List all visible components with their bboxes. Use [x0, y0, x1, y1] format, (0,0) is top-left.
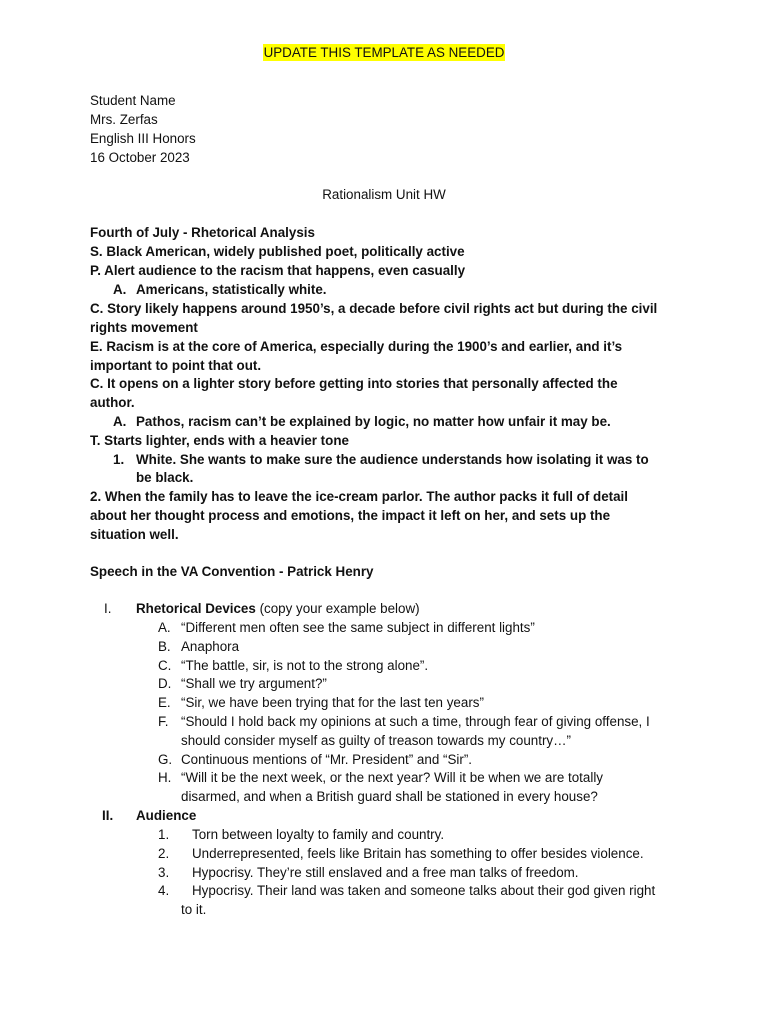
audience-item: Underrepresented, feels like Britain has something to offer besides violence.: [192, 845, 644, 861]
soapstone-t-item-line: White. She wants to make sure the audience understands how isolating it was to: [136, 452, 649, 467]
soapstone-p: P. Alert audience to the racism that happens, even casually: [90, 263, 466, 278]
list-marker: E.: [158, 695, 171, 711]
list-marker: C.: [158, 657, 172, 673]
list-marker: D.: [158, 676, 172, 692]
soapstone-c2-line: author.: [90, 395, 135, 410]
section-title: Fourth of July - Rhetorical Analysis: [90, 225, 315, 240]
soapstone-p-subitem: Americans, statistically white.: [136, 282, 327, 297]
outline-marker: I.: [104, 601, 112, 616]
rhetorical-device-item: “Shall we try argument?”: [181, 676, 327, 692]
rhetorical-device-item: disarmed, and when a British guard shall be stationed in every house?: [181, 789, 598, 805]
audience-item: Hypocrisy. Their land was taken and someone talks about their god given right: [192, 883, 656, 899]
rhetorical-devices-label: Rhetorical Devices: [136, 601, 256, 616]
rhetorical-device-item: should consider myself as guilty of treason towards my country…”: [181, 732, 571, 748]
template-note: [0, 44, 768, 62]
list-marker: G.: [158, 751, 173, 767]
soapstone-c-line: C. Story likely happens around 1950’s, a decade before civil rights act but during the civil: [90, 301, 658, 316]
teacher-name: Mrs. Zerfas: [90, 112, 158, 127]
list-marker: B.: [158, 638, 171, 654]
course-name: English III Honors: [90, 131, 196, 146]
soapstone-t-item-line: be black.: [136, 470, 194, 485]
rhetorical-device-item: “Different men often see the same subject in different lights”: [181, 620, 535, 635]
list-marker: H.: [158, 770, 172, 786]
audience-heading: Audience: [136, 808, 197, 823]
rhetorical-device-item: “Should I hold back my opinions at such a time, through fear of giving offense, I: [181, 714, 650, 729]
student-name: Student Name: [90, 93, 176, 108]
list-marker: 1.: [158, 827, 170, 842]
soapstone-c2-subitem: Pathos, racism can’t be explained by logic, no matter how unfair it may be.: [136, 414, 611, 429]
rhetorical-device-item: “Sir, we have been trying that for the last ten years”: [181, 695, 484, 711]
list-marker: 1.: [113, 452, 125, 467]
heading-date: 16 October 2023: [90, 150, 190, 165]
list-marker: 3.: [158, 864, 170, 880]
soapstone-e-line: important to point that out.: [90, 358, 262, 373]
soapstone-t: T. Starts lighter, ends with a heavier tone: [90, 433, 349, 448]
soapstone-t-item2-line: situation well.: [90, 527, 179, 542]
soapstone-c-line: rights movement: [90, 320, 198, 335]
rhetorical-device-item: Anaphora: [181, 638, 240, 654]
soapstone-c2-line: C. It opens on a lighter story before getting into stories that personally affected the: [90, 376, 618, 391]
soapstone-t-item2-line: 2. When the family has to leave the ice-cream parlor. The author packs it full of detail: [90, 489, 628, 504]
list-marker: A.: [113, 282, 127, 297]
audience-item: Hypocrisy. They’re still enslaved and a free man talks of freedom.: [192, 864, 579, 880]
section-title: Speech in the VA Convention - Patrick Henry: [90, 564, 374, 579]
document-title: Rationalism Unit HW: [322, 187, 446, 202]
soapstone-s: S. Black American, widely published poet, politically active: [90, 244, 465, 259]
audience-item: to it.: [181, 902, 207, 918]
rhetorical-devices-note: (copy your example below): [255, 601, 420, 616]
list-marker: A.: [158, 620, 171, 635]
outline-marker: II.: [102, 808, 114, 823]
soapstone-e-line: E. Racism is at the core of America, especially during the 1900’s and earlier, and it’s: [90, 339, 623, 354]
audience-item: Torn between loyalty to family and country.: [192, 827, 445, 842]
list-marker: 2.: [158, 845, 170, 861]
list-marker: F.: [158, 714, 169, 729]
soapstone-t-item2-line: about her thought process and emotions, the impact it left on her, and sets up the: [90, 508, 611, 523]
rhetorical-device-item: “Will it be the next week, or the next year? Will it be when we are totally: [181, 770, 603, 786]
rhetorical-device-item: “The battle, sir, is not to the strong alone”.: [181, 657, 429, 673]
rhetorical-devices-heading: [136, 600, 420, 618]
list-marker: 4.: [158, 883, 170, 899]
list-marker: A.: [113, 414, 127, 429]
template-note-highlight: UPDATE THIS TEMPLATE AS NEEDED: [263, 45, 505, 60]
rhetorical-device-item: Continuous mentions of “Mr. President” and “Sir”.: [181, 751, 472, 767]
